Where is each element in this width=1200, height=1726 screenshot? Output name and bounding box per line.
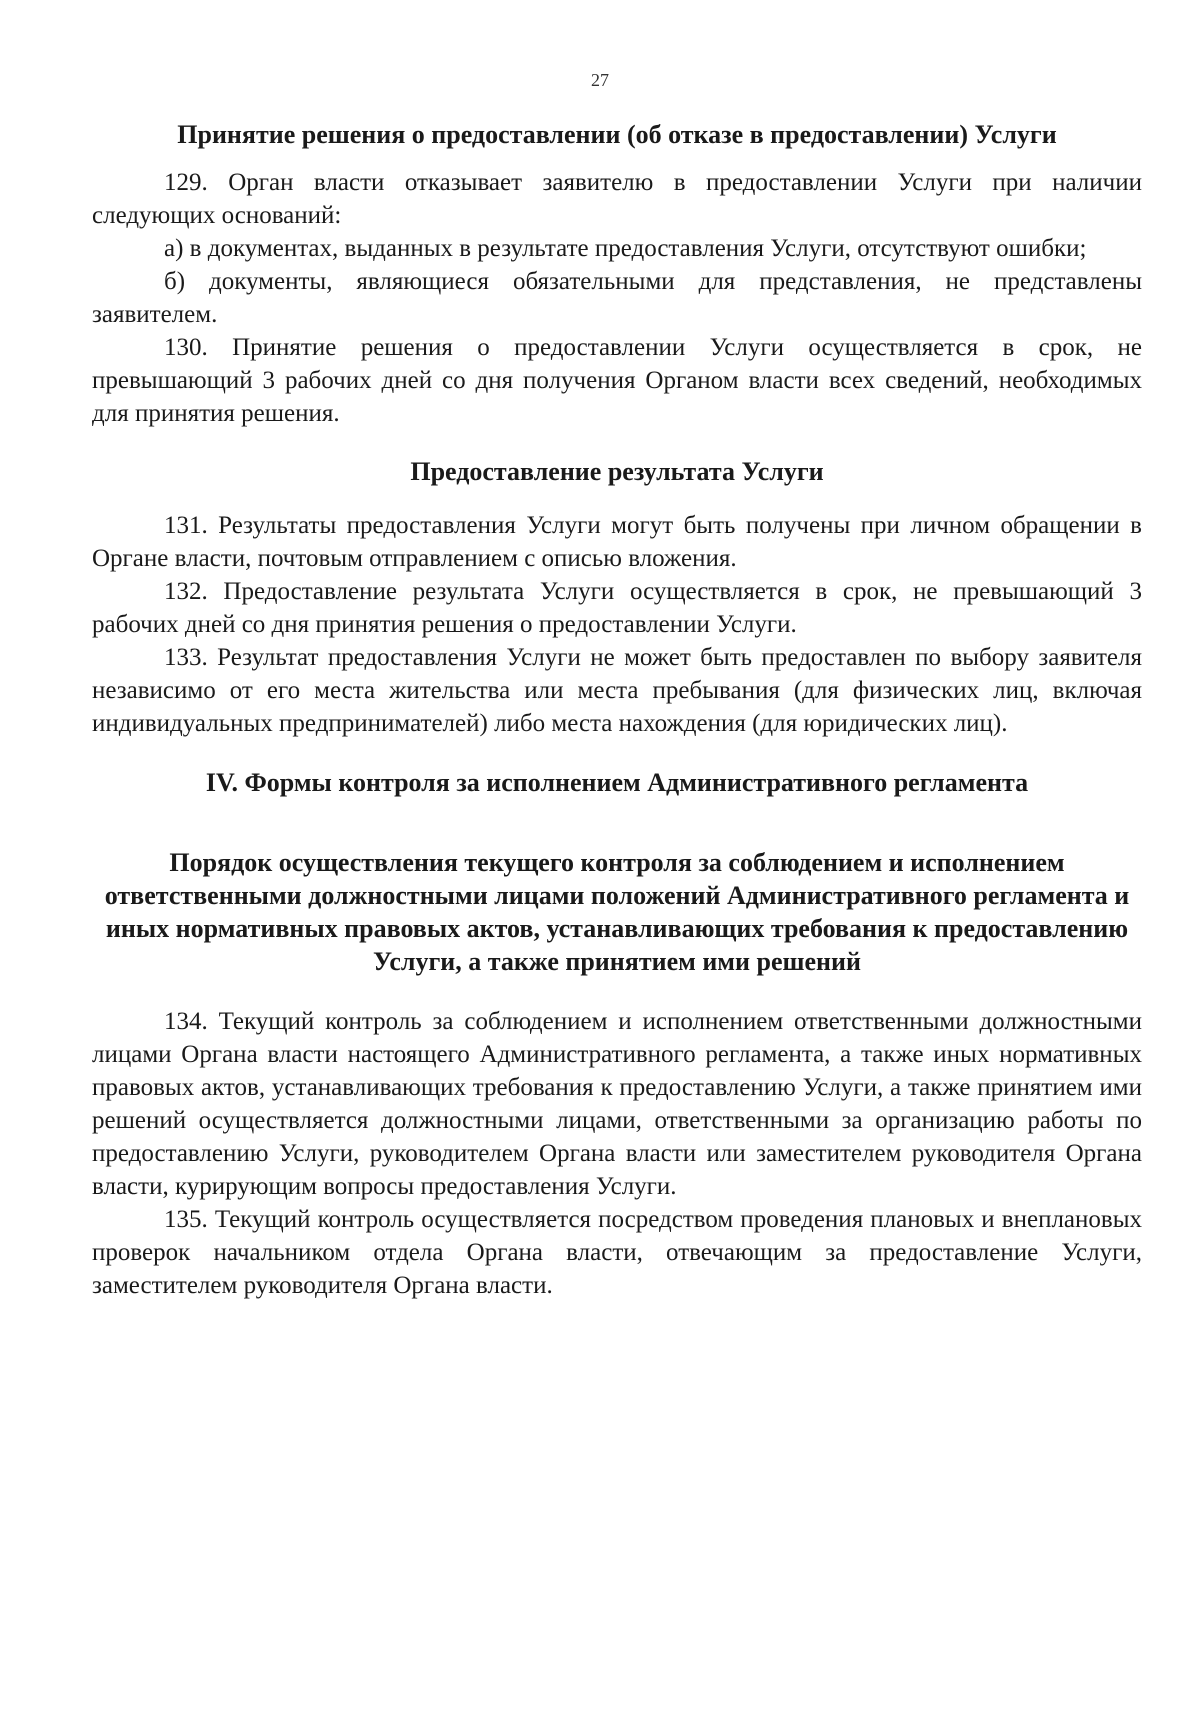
paragraph-133: 133. Результат предоставления Услуги не может быть предоставлен по выбору заявителя независимо от его места жительства или места пребывания (для физических лиц, включая индивидуальных предпринимателей) либо места нахождения (для юридических лиц). — [92, 644, 1142, 737]
document-body — [92, 118, 1142, 1302]
chapter-heading-control: IV. Формы контроля за исполнением Административного регламента — [205, 768, 1029, 797]
section-heading-decision: Принятие решения о предоставлении (об отказе в предоставлении) Услуги — [177, 120, 1057, 149]
paragraph-135: 135. Текущий контроль осуществляется посредством проведения плановых и внеплановых проверок начальником отдела Органа власти, отвечающим за предоставление Услуги, заместителем руководителя Органа власти. — [92, 1206, 1142, 1299]
paragraph-131: 131. Результаты предоставления Услуги могут быть получены при личном обращении в Органе власти, почтовым отправлением с описью вложения. — [92, 512, 1142, 572]
paragraph-130: 130. Принятие решения о предоставлении Услуги осуществляется в срок, не превышающий 3 рабочих дней со дня получения Органом власти всех сведений, необходимых для принятия решения. — [92, 334, 1142, 427]
section-heading-result: Предоставление результата Услуги — [410, 457, 824, 486]
paragraph-134: 134. Текущий контроль за соблюдением и исполнением ответственными должностными лицами Органа власти настоящего Административного регламента, а также иных нормативных правовых актов, устанавливающих требования к предоставлению Услуги, а также принятием ими решений осуществляется должностными лицами, ответственными за организацию работы по предоставлению Услуги, руководителем Органа власти или заместителем руководителя Органа власти, курирующим вопросы предоставления Услуги. — [92, 1008, 1142, 1200]
paragraph-129: 129. Орган власти отказывает заявителю в предоставлении Услуги при наличии следующих оснований: — [92, 169, 1142, 229]
section-heading-current-control: Порядок осуществления текущего контроля за соблюдением и исполнением ответственными должностными лицами положений Административного регламента и иных нормативных правовых актов, устанавливающих требования к предоставлению Услуги, а также принятием ими решений — [104, 848, 1130, 976]
paragraph-132: 132. Предоставление результата Услуги осуществляется в срок, не превышающий 3 рабочих дней со дня принятия решения о предоставлении Услуги. — [92, 578, 1142, 638]
paragraph-129-a: а) в документах, выданных в результате предоставления Услуги, отсутствуют ошибки; — [164, 235, 1087, 262]
paragraph-129-b: б) документы, являющиеся обязательными для представления, не представлены заявителем. — [92, 268, 1142, 328]
page-number: 27 — [591, 70, 609, 90]
